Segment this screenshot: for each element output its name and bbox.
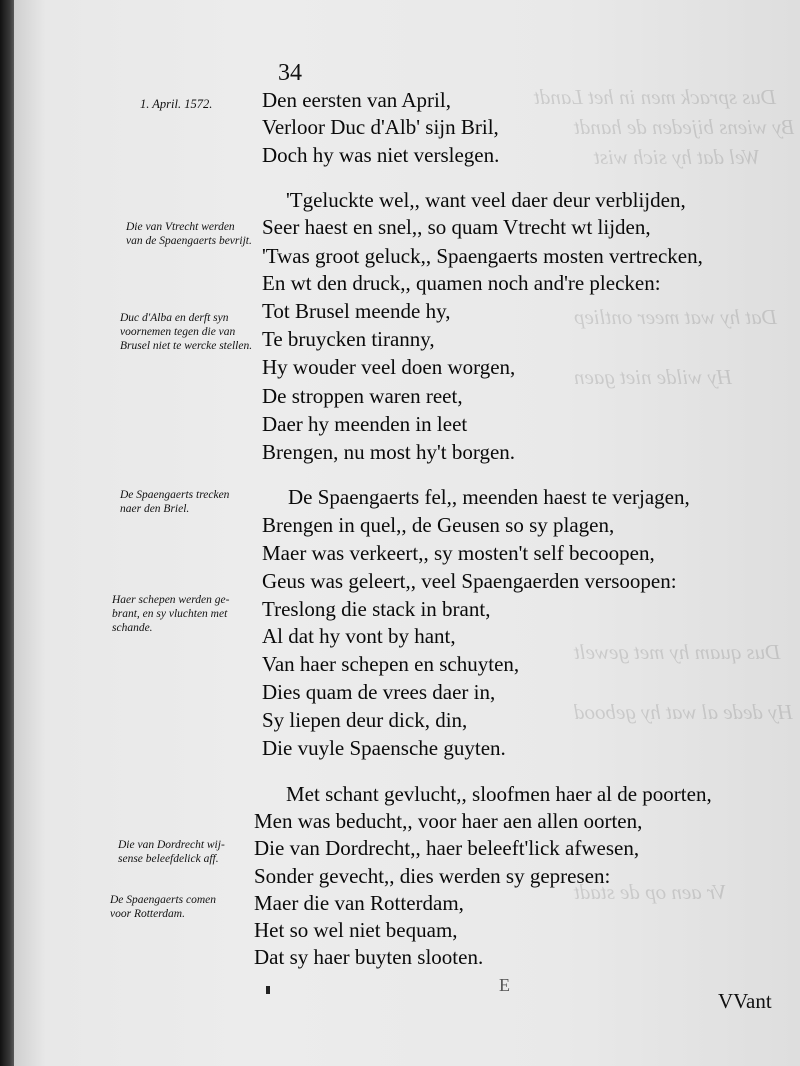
verse-line: Dies quam de vrees daer in, [262,680,496,704]
verse-line: Sonder gevecht,, dies werden sy gepresen: [254,864,611,888]
verse-line: Van haer schepen en schuyten, [262,652,520,676]
margin-note-rotterdam: De Spaengaerts comen voor Rotterdam. [110,894,217,920]
verse-line: Maer die van Rotterdam, [254,891,464,915]
show-through-text: Wel dat hy sich wist [594,145,761,169]
margin-note-alba-brussels: Duc d'Alba en derft syn voornemen tegen die van Brusel niet te wercke stellen. [120,312,253,352]
margin-note-briel: De Spaengaerts trecken naer den Briel. [120,489,230,515]
show-through-text: Dus quam hy met gewelt [574,640,781,664]
verse-line: 'Twas groot geluck,, Spaengaerts mosten vertrecken, [262,244,703,268]
verse-line: Daer hy meenden in leet [262,412,468,436]
book-page [14,0,800,1066]
ink-mark [266,986,270,994]
verse-line: Die vuyle Spaensche guyten. [262,736,506,760]
verse-line: Brengen in quel,, de Geusen so sy plagen, [262,513,615,537]
verse-line: Den eersten van April, [262,88,451,112]
margin-note-date: 1. April. 1572. [140,97,213,111]
verse-line: Met schant gevlucht,, sloofmen haer al de poorten, [286,782,712,806]
verse-line: Treslong die stack in brant, [262,597,491,621]
verse-line: Hy wouder veel doen worgen, [262,355,516,379]
verse-line: Maer was verkeert,, sy mosten't self becoopen, [262,541,655,565]
verse-line: Seer haest en snel,, so quam Vtrecht wt lijden, [262,215,651,239]
margin-note-utrecht: Die van Vtrecht werden van de Spaengaerts bevrijt. [126,221,252,247]
verse-line: Dat sy haer buyten slooten. [254,945,484,969]
verse-line: Doch hy was niet verslegen. [262,143,500,167]
margin-note-ships-burned: Haer schepen werden ge- brant, en sy vluchten met schande. [112,594,230,634]
show-through-text: By wiens bijeden de handt [574,115,795,139]
verse-line: Men was beducht,, voor haer aen allen oorten, [254,809,643,833]
verse-line: 'Tgeluckte wel,, want veel daer deur verblijden, [286,188,686,212]
show-through-text: Hy dede al wat hy gebood [574,700,793,724]
verse-line: Brengen, nu most hy't borgen. [262,440,516,464]
verse-line: Verloor Duc d'Alb' sijn Bril, [262,115,499,139]
verse-line: De Spaengaerts fel,, meenden haest te verjagen, [288,485,690,509]
show-through-text: Hy wilde niet gaen [574,365,733,389]
verse-line: Sy liepen deur dick, din, [262,708,468,732]
verse-line: Het so wel niet bequam, [254,918,458,942]
margin-note-dordrecht: Die van Dordrecht wij- sense beleefdelick aff. [118,839,225,865]
catchword: VVant [718,989,772,1013]
page-number: 34 [278,60,302,86]
signature-mark: E [499,975,510,995]
verse-line: Al dat hy vont by hant, [262,624,456,648]
verse-line: De stroppen waren reet, [262,384,463,408]
show-through-text: Dus sprack men in het Landt [534,85,777,109]
verse-line: Geus was geleert,, veel Spaengaerden versoopen: [262,569,677,593]
verse-line: Tot Brusel meende hy, [262,299,451,323]
show-through-text: Dat hy wat meer ontliep [574,305,777,329]
verse-line: Te bruycken tiranny, [262,327,435,351]
verse-line: Die van Dordrecht,, haer beleeft'lick afwesen, [254,836,640,860]
show-through-text: Vr aen op de stadt [574,880,727,904]
verse-line: En wt den druck,, quamen noch and're plecken: [262,271,661,295]
